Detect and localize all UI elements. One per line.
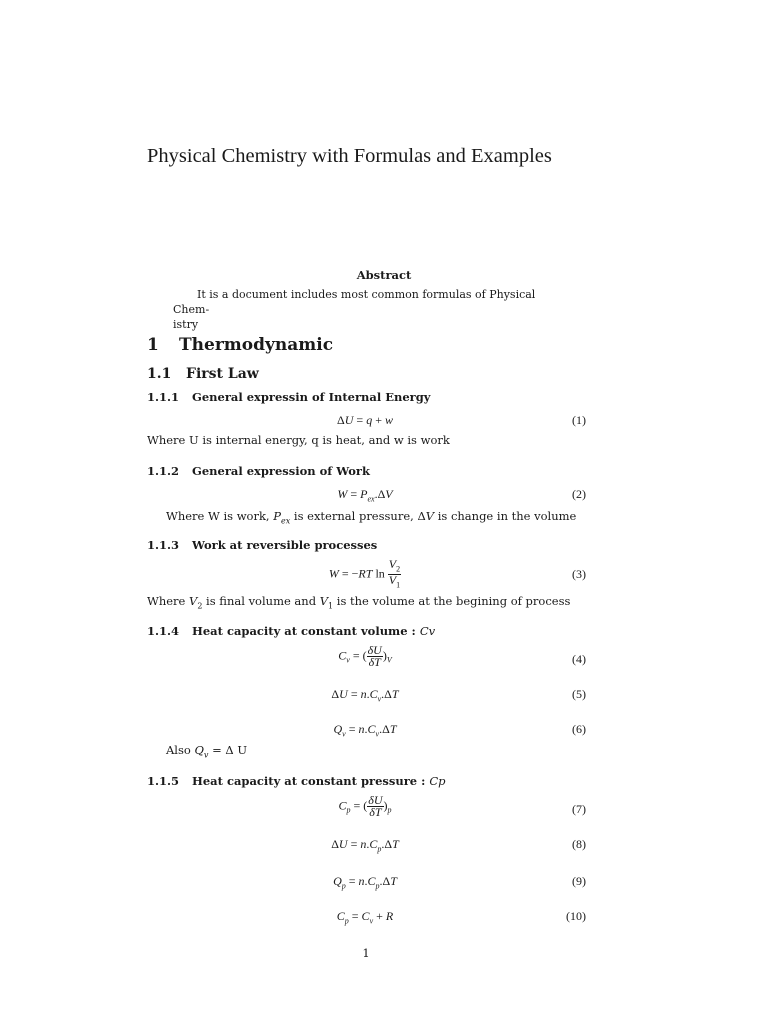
equation-4: [200, 645, 586, 677]
subsubsection-number: 1.1.3: [147, 538, 180, 552]
subsubsection-number: 1.1.2: [147, 464, 180, 478]
equation-number: (10): [566, 909, 586, 923]
equation-body: W = −RT ln $\frac{V_2}{V_1}$: [328, 557, 401, 590]
section-title: Thermodynamic: [179, 335, 334, 355]
subsection-number: 1.1: [147, 366, 172, 382]
subsubsection-heading: [147, 624, 435, 638]
equation-body: $Q_v = n.C_v.\Delta T$: [333, 722, 397, 739]
paragraph: Where $V_2$ is final volume and $V_1$ is the volume at the begining of process: [147, 594, 571, 611]
equation-body: $C_p$ = ( $\frac{\delta U}{\delta T}$ )$_p$: [338, 793, 392, 819]
subsection-heading: [147, 366, 259, 382]
equation-number: (4): [572, 652, 586, 666]
equation-3: [200, 559, 586, 591]
subsubsection-heading: [147, 538, 377, 552]
subsubsection-title: Heat capacity at constant volume :: [192, 624, 416, 638]
subsubsection-title: Work at reversible processes: [192, 538, 378, 552]
equation-body: $C_p = C_v + R$: [336, 909, 394, 926]
subsubsection-number: 1.1.1: [147, 390, 180, 404]
equation-number: (8): [572, 837, 586, 851]
abstract-body: [173, 287, 573, 332]
page-number: 1: [362, 946, 370, 960]
abstract-heading: Abstract: [356, 268, 412, 282]
subsection-title: First Law: [186, 366, 259, 382]
subsubsection-heading: [147, 464, 370, 478]
equation-body: $\Delta U = n.C_p.\Delta T$: [331, 837, 399, 854]
abstract-line-1: It is a document includes most common formulas of Physical Chem-: [173, 288, 536, 316]
equation-number: (3): [572, 567, 586, 581]
section-number: 1: [147, 335, 159, 355]
paragraph: Where U is internal energy, q is heat, and w is work: [147, 433, 450, 447]
paragraph: Also $Q_v = \Delta$ U: [166, 743, 248, 760]
subsubsection-number: 1.1.4: [147, 624, 180, 638]
equation-number: (5): [572, 687, 586, 701]
equation-number: (2): [572, 487, 586, 501]
equation-body: $C_v$ = ( $\frac{\delta U}{\delta T}$ )$_V$: [338, 643, 392, 669]
subsubsection-heading: [147, 774, 446, 788]
abstract-line-2: istry: [173, 318, 199, 331]
subsubsection-number: 1.1.5: [147, 774, 180, 788]
equation-body: ΔU = q + w: [337, 413, 393, 427]
equation-7: [200, 795, 586, 827]
equation-number: (1): [572, 413, 586, 427]
subsubsection-title: General expression of Work: [192, 464, 370, 478]
subsubsection-title: General expressin of Internal Energy: [192, 390, 431, 404]
subsubsection-symbol: Cp: [429, 774, 446, 788]
section-heading: [147, 335, 333, 355]
equation-body: $\Delta U = n.C_v.\Delta T$: [331, 687, 399, 704]
subsubsection-heading: [147, 390, 430, 404]
document-title: Physical Chemistry with Formulas and Examples: [147, 145, 552, 167]
equation-number: (6): [572, 722, 586, 736]
equation-body: $Q_p = n.C_p.\Delta T$: [333, 874, 397, 891]
equation-body: $W = P_{ex}.\Delta V$: [337, 487, 393, 504]
equation-number: (7): [572, 802, 586, 816]
subsubsection-symbol: Cv: [419, 624, 436, 638]
equation-number: (9): [572, 874, 586, 888]
paragraph: Where W is work, $P_{ex}$ is external pressure, ΔV is change in the volume: [166, 509, 577, 526]
subsubsection-title: Heat capacity at constant pressure :: [192, 774, 426, 788]
